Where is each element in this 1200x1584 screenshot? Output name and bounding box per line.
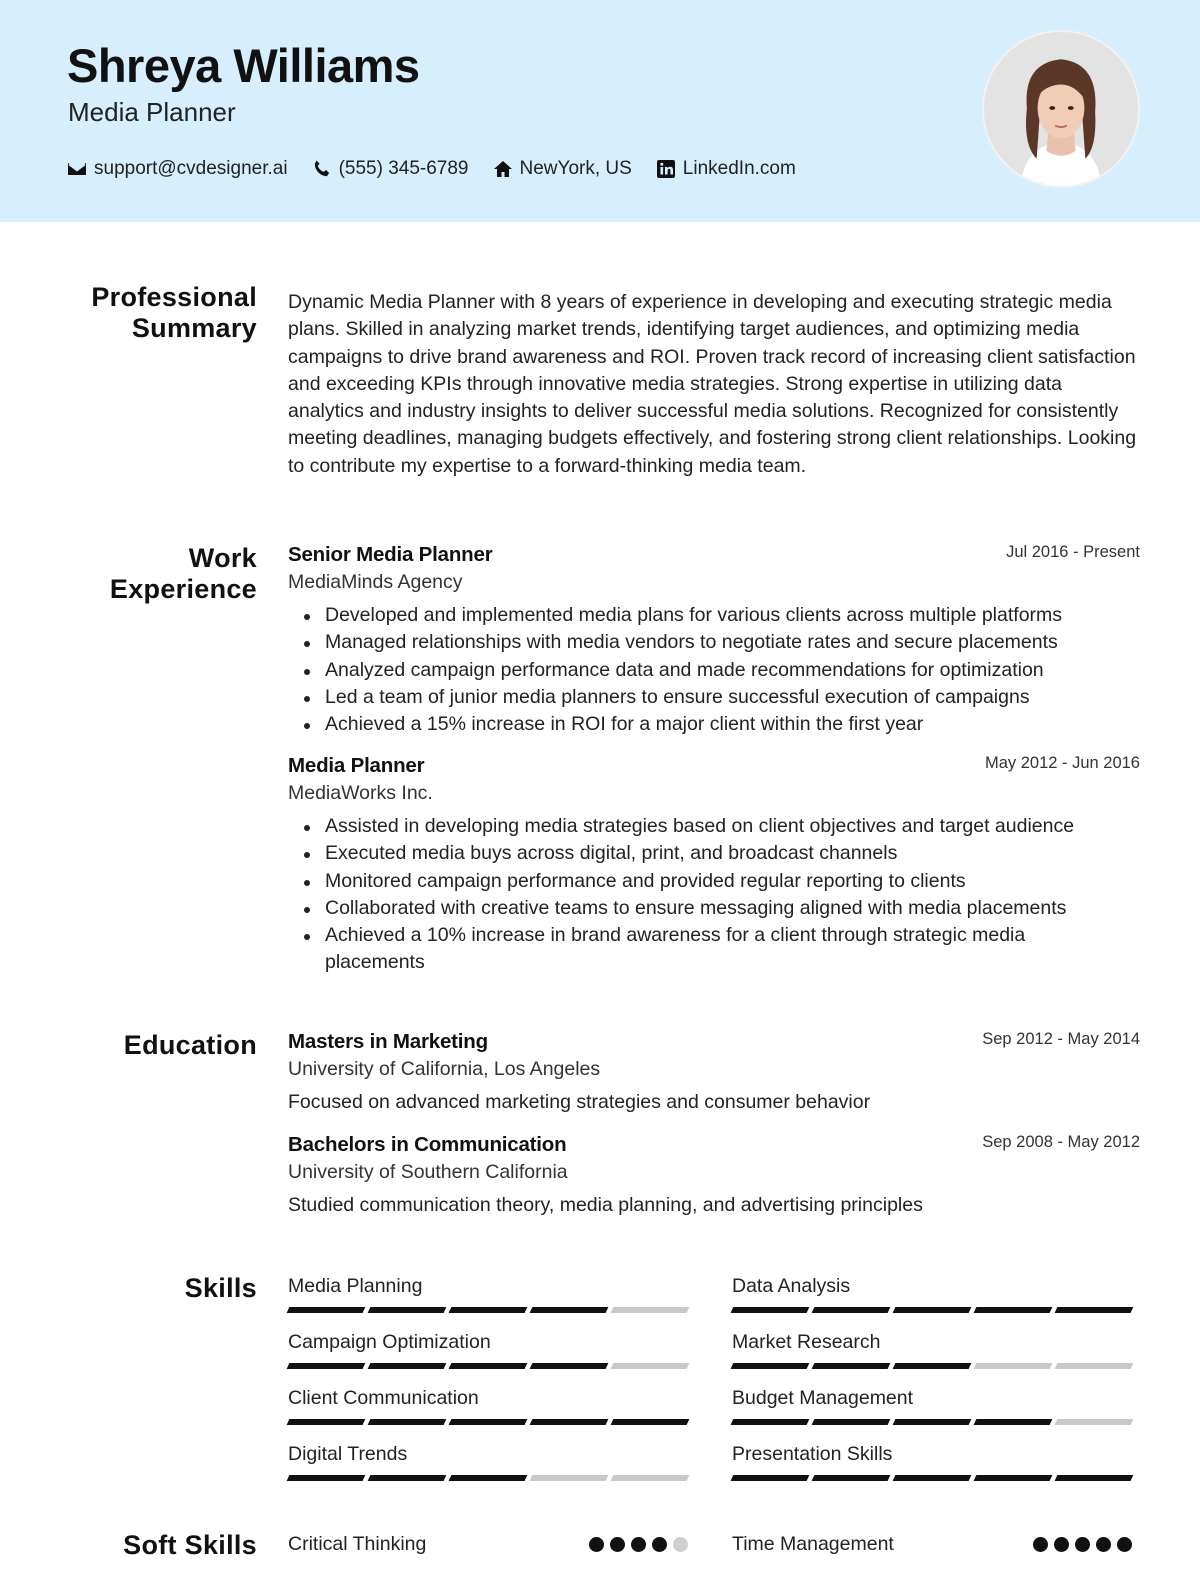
education-description: Focused on advanced marketing strategies and consumer behavior bbox=[288, 1091, 871, 1113]
skill-item bbox=[732, 1386, 1132, 1442]
skill-name: Campaign Optimization bbox=[288, 1331, 491, 1353]
job-dates: Jul 2016 - Present bbox=[1006, 543, 1140, 561]
job-bullet: Executed media buys across digital, print, and broadcast channels bbox=[288, 840, 1140, 867]
skill-level-segment bbox=[368, 1307, 447, 1313]
rating-dot bbox=[1117, 1537, 1132, 1552]
skill-level-segment bbox=[974, 1363, 1053, 1369]
section-title-soft-skills: Soft Skills bbox=[123, 1530, 257, 1560]
contact-location bbox=[493, 158, 632, 180]
skill-name: Presentation Skills bbox=[732, 1443, 893, 1465]
skill-level-segment bbox=[530, 1475, 609, 1481]
skill-level-segment bbox=[812, 1307, 891, 1313]
job-role: Senior Media Planner bbox=[288, 543, 493, 566]
envelope-icon bbox=[67, 159, 87, 179]
job-bullet: Led a team of junior media planners to ensure successful execution of campaigns bbox=[288, 684, 1140, 711]
job-entry bbox=[288, 543, 1140, 738]
skill-level-bar bbox=[288, 1475, 688, 1481]
rating-dot bbox=[589, 1537, 604, 1552]
soft-skill-name: Time Management bbox=[732, 1532, 894, 1555]
education-header bbox=[288, 1133, 1140, 1159]
skill-level-segment bbox=[368, 1419, 447, 1425]
summary-block bbox=[288, 289, 1140, 480]
skill-level-segment bbox=[893, 1363, 972, 1369]
soft-skill-rating bbox=[589, 1537, 688, 1552]
skill-level-segment bbox=[974, 1475, 1053, 1481]
resume-header bbox=[0, 0, 1200, 222]
skill-name: Market Research bbox=[732, 1331, 881, 1353]
skill-level-segment bbox=[368, 1363, 447, 1369]
skill-level-segment bbox=[1055, 1419, 1134, 1425]
skill-level-segment bbox=[287, 1363, 366, 1369]
education-school: University of Southern California bbox=[288, 1161, 568, 1183]
job-bullet: Developed and implemented media plans for various clients across multiple platforms bbox=[288, 602, 1140, 629]
contact-linkedin-text: LinkedIn.com bbox=[682, 158, 796, 179]
skill-name: Budget Management bbox=[732, 1387, 914, 1409]
rating-dot bbox=[1054, 1537, 1069, 1552]
skill-level-bar bbox=[732, 1475, 1132, 1481]
section-title-summary-line2: Summary bbox=[131, 313, 257, 343]
education-dates: Sep 2012 - May 2014 bbox=[982, 1030, 1140, 1048]
education-degree: Bachelors in Communication bbox=[288, 1133, 567, 1156]
education-header bbox=[288, 1030, 1140, 1056]
skill-level-segment bbox=[1055, 1307, 1134, 1313]
job-company: MediaMinds Agency bbox=[288, 571, 463, 593]
job-dates: May 2012 - Jun 2016 bbox=[984, 754, 1140, 772]
job-bullets bbox=[288, 602, 1140, 738]
section-title-work bbox=[110, 543, 257, 605]
skill-level-segment bbox=[611, 1419, 690, 1425]
job-company: MediaWorks Inc. bbox=[288, 782, 433, 804]
skill-level-segment bbox=[893, 1475, 972, 1481]
contact-phone-text: (555) 345-6789 bbox=[338, 158, 469, 179]
skill-level-segment bbox=[611, 1363, 690, 1369]
section-title-skills: Skills bbox=[184, 1273, 257, 1303]
phone-icon bbox=[312, 159, 332, 179]
home-icon bbox=[493, 159, 513, 179]
skill-level-segment bbox=[731, 1475, 810, 1481]
job-bullet: Analyzed campaign performance data and made recommendations for optimization bbox=[288, 657, 1140, 684]
skill-level-bar bbox=[732, 1419, 1132, 1425]
skill-level-segment bbox=[974, 1419, 1053, 1425]
skill-level-segment bbox=[530, 1307, 609, 1313]
rating-dot bbox=[652, 1537, 667, 1552]
skills-grid bbox=[288, 1274, 1140, 1498]
skill-level-bar bbox=[288, 1363, 688, 1369]
skill-level-segment bbox=[812, 1363, 891, 1369]
section-title-summary-line1: Professional bbox=[91, 282, 257, 312]
job-bullet: Collaborated with creative teams to ensure messaging aligned with media placements bbox=[288, 895, 1140, 922]
skill-level-bar bbox=[732, 1363, 1132, 1369]
contact-linkedin[interactable] bbox=[656, 158, 796, 180]
soft-skills-grid bbox=[288, 1531, 1140, 1557]
job-role: Media Planner bbox=[288, 754, 425, 777]
skill-item bbox=[732, 1274, 1132, 1330]
skill-level-segment bbox=[530, 1419, 609, 1425]
skill-level-bar bbox=[288, 1419, 688, 1425]
rating-dot bbox=[1033, 1537, 1048, 1552]
rating-dot bbox=[673, 1537, 688, 1552]
skill-level-segment bbox=[287, 1307, 366, 1313]
soft-skill-item bbox=[288, 1531, 688, 1557]
skill-level-segment bbox=[449, 1307, 528, 1313]
skill-level-segment bbox=[1055, 1475, 1134, 1481]
skill-level-bar bbox=[732, 1307, 1132, 1313]
skill-level-bar bbox=[288, 1307, 688, 1313]
skill-name: Digital Trends bbox=[288, 1443, 408, 1465]
education-degree: Masters in Marketing bbox=[288, 1030, 488, 1053]
job-bullet: Managed relationships with media vendors to negotiate rates and secure placements bbox=[288, 629, 1140, 656]
candidate-title: Media Planner bbox=[68, 97, 236, 127]
job-header bbox=[288, 543, 1140, 569]
skill-item bbox=[732, 1442, 1132, 1498]
education-entry bbox=[288, 1030, 1140, 1114]
skill-level-segment bbox=[368, 1475, 447, 1481]
skill-item bbox=[288, 1386, 688, 1442]
skill-level-segment bbox=[812, 1419, 891, 1425]
skill-name: Data Analysis bbox=[732, 1275, 851, 1297]
rating-dot bbox=[1075, 1537, 1090, 1552]
soft-skill-item bbox=[732, 1531, 1132, 1557]
section-title-work-line1: Work bbox=[188, 543, 257, 573]
skill-level-segment bbox=[731, 1363, 810, 1369]
skill-level-segment bbox=[287, 1475, 366, 1481]
skill-level-segment bbox=[731, 1419, 810, 1425]
job-bullet: Achieved a 10% increase in brand awareness for a client through strategic media placements bbox=[288, 922, 1140, 977]
skill-level-segment bbox=[1055, 1363, 1134, 1369]
skill-level-segment bbox=[449, 1475, 528, 1481]
section-title-education: Education bbox=[123, 1030, 257, 1060]
education-entry bbox=[288, 1133, 1140, 1217]
profile-photo bbox=[984, 32, 1138, 186]
contact-list bbox=[67, 158, 820, 180]
skill-level-segment bbox=[449, 1419, 528, 1425]
skill-item bbox=[288, 1330, 688, 1386]
skill-level-segment bbox=[893, 1307, 972, 1313]
section-title-work-line2: Experience bbox=[109, 574, 257, 604]
skill-item bbox=[732, 1330, 1132, 1386]
job-bullets bbox=[288, 813, 1140, 977]
contact-location-text: NewYork, US bbox=[519, 158, 632, 179]
job-bullet: Monitored campaign performance and provided regular reporting to clients bbox=[288, 868, 1140, 895]
section-title-summary bbox=[91, 282, 257, 344]
skill-level-segment bbox=[974, 1307, 1053, 1313]
skill-level-segment bbox=[287, 1419, 366, 1425]
contact-email[interactable] bbox=[67, 158, 288, 180]
skill-level-segment bbox=[449, 1363, 528, 1369]
candidate-name: Shreya Williams bbox=[67, 39, 420, 92]
skill-level-segment bbox=[812, 1475, 891, 1481]
skill-name: Media Planning bbox=[288, 1275, 423, 1297]
education-school: University of California, Los Angeles bbox=[288, 1058, 601, 1080]
contact-email-text: support@cvdesigner.ai bbox=[94, 158, 288, 179]
linkedin-icon bbox=[656, 159, 676, 179]
skill-level-segment bbox=[611, 1307, 690, 1313]
job-bullet: Assisted in developing media strategies based on client objectives and target audience bbox=[288, 813, 1140, 840]
soft-skill-name: Critical Thinking bbox=[288, 1532, 427, 1555]
job-entry bbox=[288, 754, 1140, 977]
job-header bbox=[288, 754, 1140, 780]
soft-skill-rating bbox=[1033, 1537, 1132, 1552]
skill-level-segment bbox=[611, 1475, 690, 1481]
skill-level-segment bbox=[893, 1419, 972, 1425]
contact-phone[interactable] bbox=[312, 158, 469, 180]
skill-item bbox=[288, 1274, 688, 1330]
skill-level-segment bbox=[530, 1363, 609, 1369]
avatar bbox=[982, 30, 1140, 188]
rating-dot bbox=[610, 1537, 625, 1552]
skill-name: Client Communication bbox=[288, 1387, 479, 1409]
rating-dot bbox=[1096, 1537, 1111, 1552]
education-description: Studied communication theory, media planning, and advertising principles bbox=[288, 1194, 923, 1216]
skill-level-segment bbox=[731, 1307, 810, 1313]
summary-text: Dynamic Media Planner with 8 years of experience in developing and executing strategic media plans. Skilled in analyzing market trends, identifying target audiences, and optimizing media campaigns to drive brand awareness and ROI. Proven track record of increasing client satisfaction and exceeding KPIs through innovative media strategies. Strong expertise in utilizing data analytics and industry insights to deliver successful media solutions. Recognized for consistently meeting deadlines, managing budgets effectively, and fostering strong client relationships. Looking to contribute my expertise to a forward-thinking media team. bbox=[288, 291, 1137, 477]
job-bullet: Achieved a 15% increase in ROI for a major client within the first year bbox=[288, 711, 1140, 738]
education-dates: Sep 2008 - May 2012 bbox=[982, 1133, 1140, 1151]
skill-item bbox=[288, 1442, 688, 1498]
rating-dot bbox=[631, 1537, 646, 1552]
